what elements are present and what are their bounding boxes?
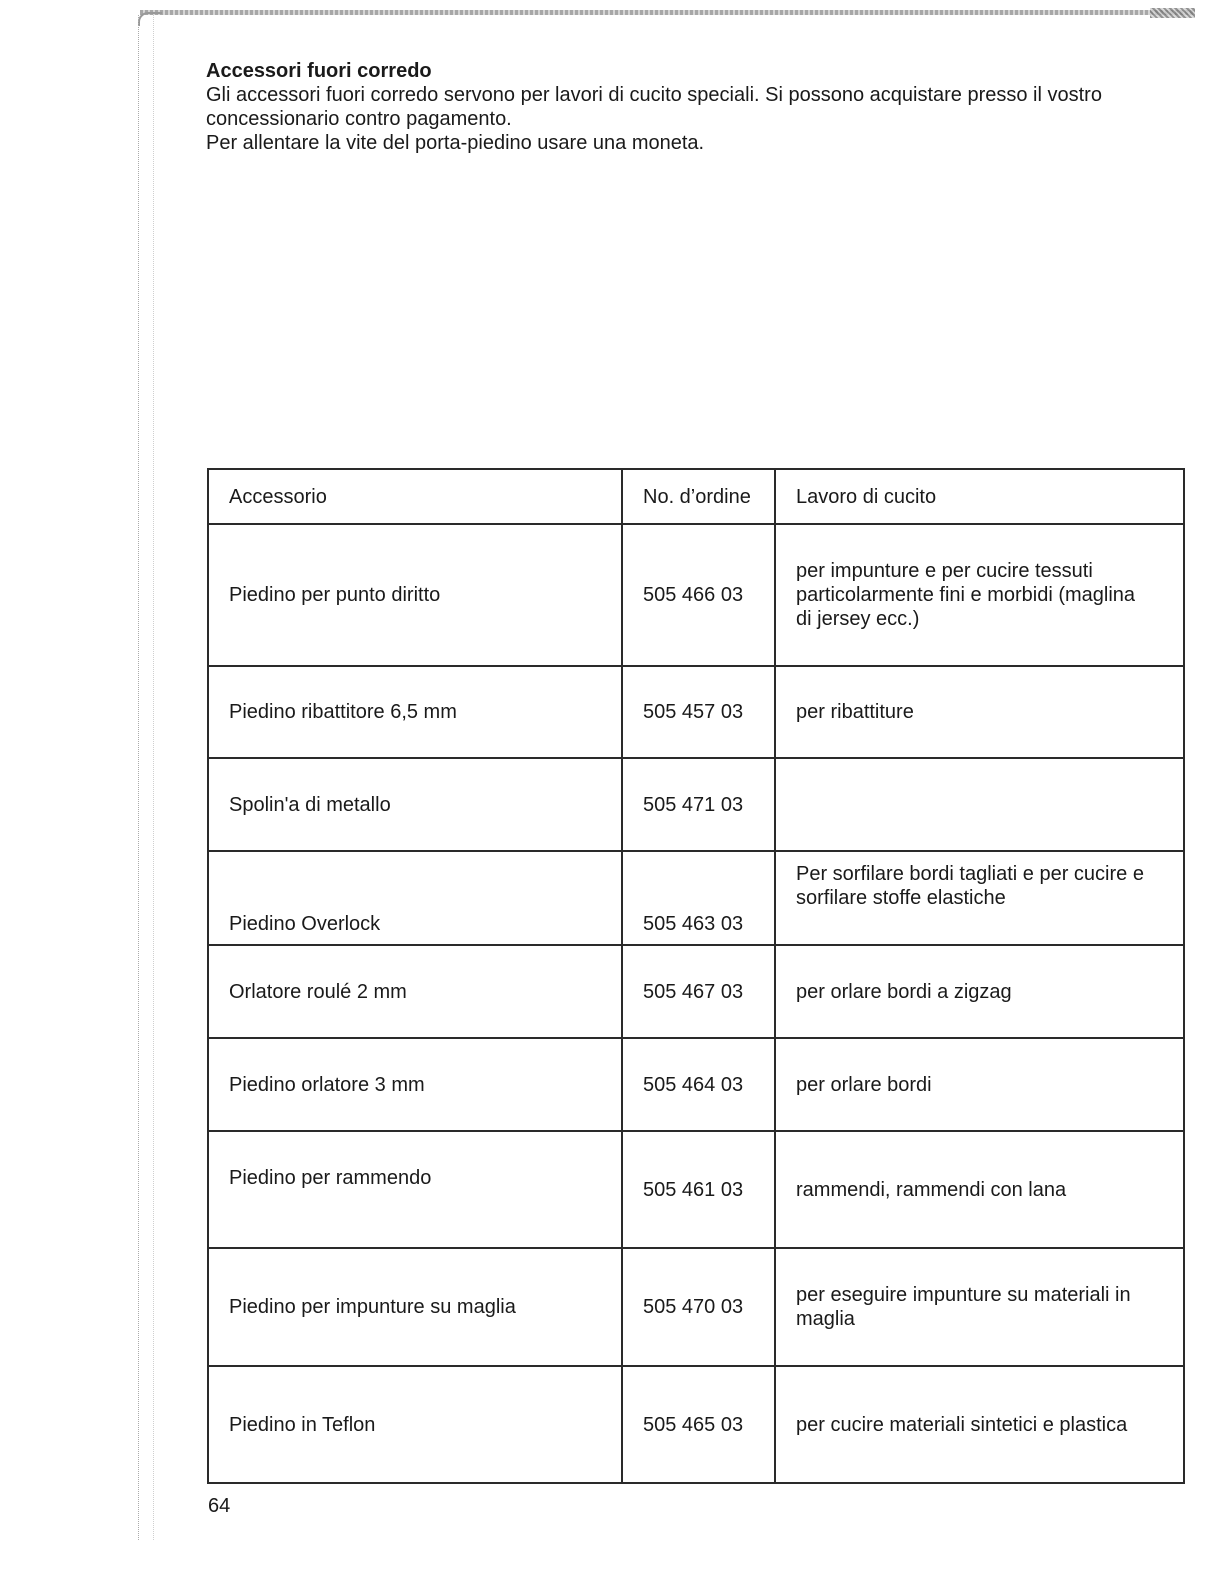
accessory-cell: Orlatore roulé 2 mm <box>208 945 622 1038</box>
table-row <box>208 758 1184 851</box>
intro-section <box>206 59 1196 155</box>
usage-cell <box>775 758 1184 851</box>
table-row <box>208 945 1184 1038</box>
header-sewing-work: Lavoro di cucito <box>775 469 1184 524</box>
accessory-cell: Piedino per rammendo <box>208 1131 622 1248</box>
order-number-cell: 505 463 03 <box>622 851 775 945</box>
section-title: Accessori fuori corredo <box>206 60 432 82</box>
table-row <box>208 1366 1184 1483</box>
accessory-cell: Piedino per impunture su maglia <box>208 1248 622 1366</box>
usage-cell: per impunture e per cucire tessuti particolarmente fini e morbidi (maglina di jersey ecc.) <box>775 524 1184 666</box>
header-order-number: No. d’ordine <box>622 469 775 524</box>
header-accessory: Accessorio <box>208 469 622 524</box>
usage-cell: Per sorfilare bordi tagliati e per cucire e sorfilare stoffe elastiche <box>775 851 1184 945</box>
accessory-cell: Piedino ribattitore 6,5 mm <box>208 666 622 758</box>
usage-cell: per eseguire impunture su materiali in maglia <box>775 1248 1184 1366</box>
order-number-cell: 505 457 03 <box>622 666 775 758</box>
order-number-cell: 505 466 03 <box>622 524 775 666</box>
order-number-cell: 505 467 03 <box>622 945 775 1038</box>
table-row <box>208 666 1184 758</box>
scan-corner-mark <box>1150 8 1195 18</box>
table-row <box>208 851 1184 945</box>
table-row <box>208 1248 1184 1366</box>
order-number-cell: 505 471 03 <box>622 758 775 851</box>
order-number-cell: 505 461 03 <box>622 1131 775 1248</box>
order-number-cell: 505 464 03 <box>622 1038 775 1131</box>
table-header-row <box>208 469 1184 524</box>
usage-cell: per orlare bordi <box>775 1038 1184 1131</box>
usage-cell: per cucire materiali sintetici e plastica <box>775 1366 1184 1483</box>
page-number: 64 <box>208 1495 231 1517</box>
scan-binding-edge <box>138 15 154 1540</box>
scan-top-edge <box>140 10 1195 15</box>
usage-cell: per ribattiture <box>775 666 1184 758</box>
accessory-cell: Piedino per punto diritto <box>208 524 622 666</box>
accessories-table <box>207 468 1185 1484</box>
table-row <box>208 524 1184 666</box>
accessory-cell: Spolin'a di metallo <box>208 758 622 851</box>
order-number-cell: 505 470 03 <box>622 1248 775 1366</box>
accessory-cell: Piedino orlatore 3 mm <box>208 1038 622 1131</box>
usage-cell: per orlare bordi a zigzag <box>775 945 1184 1038</box>
order-number-cell: 505 465 03 <box>622 1366 775 1483</box>
accessory-cell: Piedino in Teflon <box>208 1366 622 1483</box>
accessory-cell: Piedino Overlock <box>208 851 622 945</box>
intro-paragraph: Gli accessori fuori corredo servono per lavori di cucito speciali. Si possono acquistare presso il vostro concessionario contro pagamento. <box>206 84 1102 130</box>
table-row <box>208 1131 1184 1248</box>
intro-note: Per allentare la vite del porta-piedino usare una moneta. <box>206 132 705 154</box>
usage-cell: rammendi, rammendi con lana <box>775 1131 1184 1248</box>
table-row <box>208 1038 1184 1131</box>
